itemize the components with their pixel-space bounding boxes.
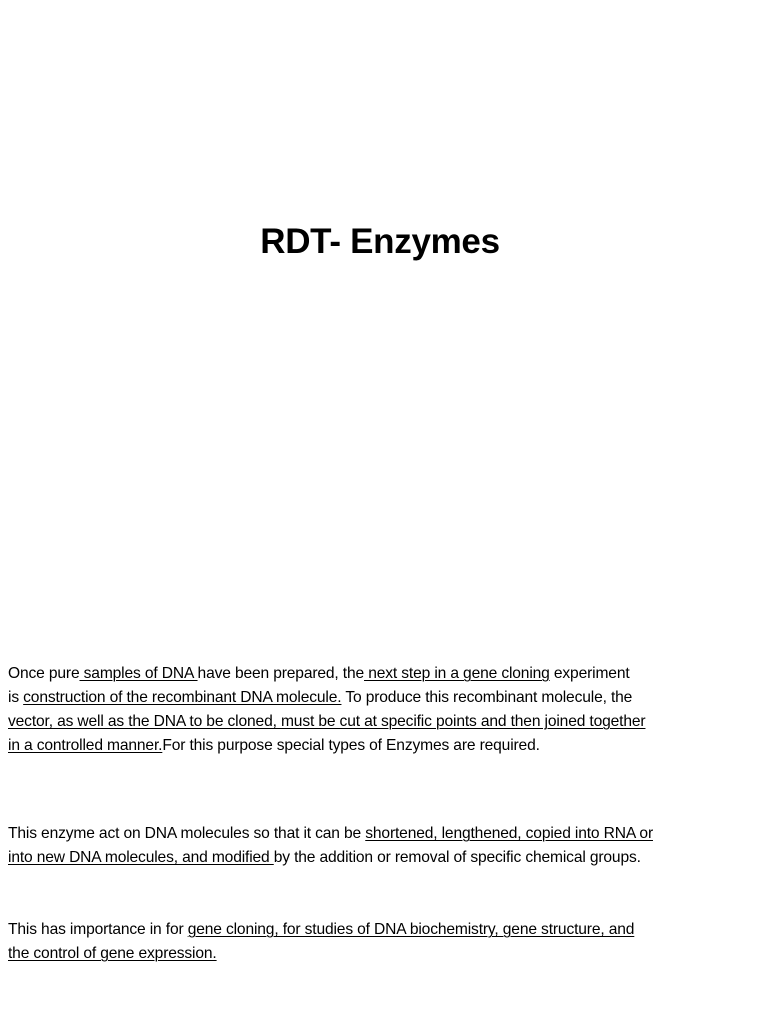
text-line bbox=[8, 710, 756, 734]
text-line bbox=[8, 686, 756, 710]
underlined-text: shortened, lengthened, copied into RNA or bbox=[365, 825, 653, 842]
text-run: This has importance in for bbox=[8, 921, 188, 938]
underlined-text: into new DNA molecules, and modified bbox=[8, 849, 274, 866]
text-line bbox=[8, 662, 756, 686]
underlined-text: construction of the recombinant DNA molecule. bbox=[23, 689, 342, 706]
text-line bbox=[8, 918, 756, 942]
underlined-text: gene cloning, for studies of DNA biochemistry, gene structure, and bbox=[187, 921, 635, 938]
underlined-text: the control of gene expression. bbox=[8, 945, 217, 962]
text-run: Once pure bbox=[8, 665, 80, 682]
text-run: by the addition or removal of specific chemical groups. bbox=[273, 849, 641, 866]
text-run: To produce this recombinant molecule, the bbox=[341, 689, 633, 706]
text-line bbox=[8, 942, 756, 966]
text-run: This enzyme act on DNA molecules so that it can be bbox=[8, 825, 366, 842]
text-run: is bbox=[8, 689, 24, 706]
underlined-text: in a controlled manner. bbox=[8, 737, 163, 754]
underlined-text: samples of DNA bbox=[79, 665, 198, 682]
text-run: For this purpose special types of Enzymes are required. bbox=[162, 737, 540, 754]
text-line bbox=[8, 734, 756, 758]
underlined-text: vector, as well as the DNA to be cloned, must be cut at specific points and then joined together bbox=[8, 713, 646, 730]
text-line bbox=[8, 846, 756, 870]
slide-title: RDT- Enzymes bbox=[260, 222, 500, 261]
paragraph-enzyme-action bbox=[8, 822, 756, 870]
paragraph-cloning-steps bbox=[8, 662, 756, 758]
text-run: experiment bbox=[549, 665, 630, 682]
underlined-text: next step in a gene cloning bbox=[364, 665, 550, 682]
paragraph-importance bbox=[8, 918, 756, 966]
text-line bbox=[8, 822, 756, 846]
text-run: have been prepared, the bbox=[197, 665, 365, 682]
